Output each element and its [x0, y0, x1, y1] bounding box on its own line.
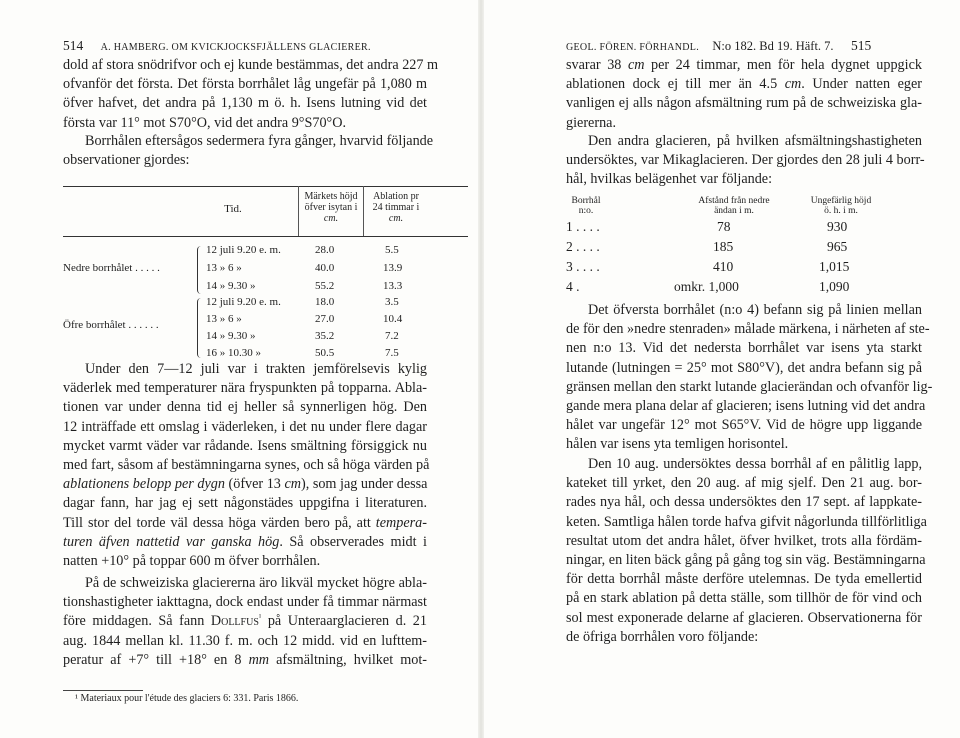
- text-span: ), som jag under dessa: [301, 476, 428, 493]
- observations-table: [63, 186, 468, 358]
- text-span: hålen var isens yta temligen horisontel.: [566, 436, 789, 453]
- table-cell-hojd: 930: [827, 219, 848, 234]
- table-cell-no: 2 . . . .: [566, 239, 600, 254]
- table-cell-no: 4 .: [566, 279, 580, 294]
- table-cell-ablation: 10.4: [383, 313, 403, 325]
- text-span: ablationens belopp per dygn: [63, 476, 225, 493]
- text-line: [63, 514, 427, 533]
- table-cell-afstand: 185: [713, 239, 734, 254]
- table-cell-time: 12 juli 9.20 e. m.: [206, 244, 281, 256]
- table-cell-ablation: 5.5: [385, 244, 399, 256]
- text-line: [566, 589, 922, 608]
- text-line: [566, 455, 922, 474]
- header-line: ö. h. i m.: [824, 206, 858, 216]
- text-line: första var 11° mot S70°O, vid det andra 9°S70°O.: [63, 114, 347, 131]
- text-span: svarar 38: [566, 57, 628, 73]
- text-line: observationer gjordes:: [63, 152, 190, 169]
- text-span: natten +10° på toppar 600 m öfver borrhålen.: [63, 553, 321, 570]
- table-cell-time: 16 » 10.30 »: [206, 347, 261, 359]
- header-height-unit: cm.: [323, 213, 339, 224]
- header-ablation-line: 24 timmar i: [372, 202, 420, 213]
- text-span: På de schweiziska glaciererna äro likväl mycket högre abla-: [85, 575, 427, 591]
- text-span: tionen var under denna tid ej heller så synnerligen hög. Den: [63, 399, 427, 416]
- text-line: [63, 651, 427, 670]
- text-span: giererna.: [566, 114, 617, 131]
- text-span: Den 10 aug. undersöktes dessa borrhål af en pålitlig lapp,: [588, 456, 922, 472]
- header-time: Tid.: [224, 203, 242, 215]
- text-line: [566, 359, 922, 378]
- text-line: [566, 570, 922, 589]
- footnote-marker: ¹: [258, 612, 262, 622]
- table-cell-time: 14 » 9.30 »: [206, 330, 256, 342]
- text-span: turen äfven nattetid var ganska hög: [63, 533, 280, 550]
- text-line: öfver hafvet, det andra på 1,130 m ö. h. Isens lutning vid det: [63, 95, 427, 112]
- table-cell-ablation: 3.5: [385, 296, 399, 308]
- group-brace: [197, 298, 203, 358]
- right-paragraph-1: [566, 56, 922, 133]
- table-cell-afstand: 78: [717, 219, 731, 234]
- text-span: nen n:o 13. Vid det nedersta borrhålet var isens yta starkt: [566, 340, 922, 357]
- text-span: dagar fann, har jag ej sett någonstädes uppgifna i literaturen.: [63, 495, 427, 512]
- header-line: Afstånd från nedre: [698, 196, 770, 206]
- text-line: [63, 574, 427, 593]
- text-line: [63, 437, 427, 456]
- text-span: . Under natten eger: [801, 76, 922, 93]
- header-line: Borrhål: [571, 196, 601, 206]
- text-span: lutande (lutningen = 25° mot S80°V), det andra befann sig på: [566, 359, 922, 376]
- header-height-line: öfver isytan i: [304, 202, 358, 213]
- header-line: Ungefärlig höjd: [810, 196, 872, 206]
- text-line: [63, 494, 427, 513]
- left-paragraph-4: [63, 574, 427, 670]
- text-line: [63, 632, 427, 651]
- text-line: [566, 551, 926, 570]
- text-line: [63, 398, 427, 417]
- header-ablation-line: Ablation pr: [373, 191, 419, 202]
- table-header-rule: [63, 236, 468, 237]
- text-line: [566, 378, 933, 397]
- table-cell-hojd: 965: [827, 239, 848, 254]
- text-span: peratur af +7° till +18° en 8: [63, 651, 249, 668]
- text-span: med fart, såsom af bestämningarna synes, och så höga värden på: [63, 457, 430, 474]
- table-cell-afstand: 410: [713, 259, 734, 274]
- left-paragraph-3: [63, 360, 430, 571]
- right-paragraph-4: [566, 455, 927, 647]
- table-cell-height: 28.0: [315, 244, 335, 256]
- table-cell-time: 13 » 6 »: [206, 313, 242, 325]
- text-span: de för den »nedre stenraden» målade märkena, i närheten af ste-: [566, 321, 930, 338]
- text-line: [566, 320, 930, 339]
- right-page: [484, 0, 960, 738]
- text-span: gande mera plana delar af glacieren; isens lutning vid det andra: [566, 398, 926, 415]
- text-span: rades nya hål, och dessa undersöktes den 17 sept. af lappkate-: [566, 494, 922, 511]
- table-cell-afstand: omkr. 1,000: [674, 279, 739, 294]
- text-line: ofvanför det första. Det första borrhålet låg ungefär på 1,080 m: [63, 76, 427, 93]
- table-cell-hojd: 1,090: [819, 279, 850, 294]
- text-span: (öfver 13: [224, 476, 285, 493]
- right-issue: N:o 182. Bd 19. Häft. 7.: [712, 39, 834, 53]
- text-line: [566, 609, 922, 628]
- text-span: afsmältning, hvilket mot-: [269, 651, 427, 668]
- borehole-table: [566, 196, 922, 296]
- text-span: hål, hvilkas belägenhet var följande:: [566, 171, 773, 188]
- text-span: per 24 timmar, men för hela dygnet uppgick: [644, 57, 922, 73]
- text-span: keten. Samtliga hålen torde hafva gifvit någorlunda tillförlitliga: [566, 513, 927, 530]
- table-cell-time: 14 » 9.30 »: [206, 280, 256, 292]
- table-cell-no: 3 . . . .: [566, 259, 600, 274]
- text-line: [63, 475, 427, 494]
- left-page-number: 514: [63, 38, 84, 53]
- text-line: [566, 435, 922, 454]
- text-line: [566, 56, 922, 75]
- left-running-title: A. HAMBERG. OM KVICKJOCKSFJÄLLENS GLACIERER.: [100, 42, 371, 53]
- table-cell-time: 13 » 6 »: [206, 262, 242, 274]
- header-borrhal: [566, 196, 606, 216]
- text-line: [566, 94, 922, 113]
- table-top-rule: [63, 186, 468, 187]
- text-line: [63, 360, 427, 379]
- text-line: [566, 513, 927, 532]
- header-ablation-unit: cm.: [388, 213, 404, 224]
- text-line: [566, 170, 922, 189]
- text-line: dold af stora snödrifvor och ej kunde bestämmas, det andra 227 m: [63, 57, 439, 73]
- text-line: [63, 456, 430, 475]
- header-afstand: [684, 196, 784, 216]
- text-span: Till stor del torde väl dessa höga värden bero på, att: [63, 514, 376, 531]
- right-page-number: 515: [850, 38, 872, 53]
- text-span: tempera-: [375, 514, 427, 531]
- text-line: Borrhålen eftersågos sedermera fyra gånger, hvarvid följande: [85, 133, 434, 149]
- header-line: n:o.: [578, 206, 594, 216]
- table-cell-height: 40.0: [315, 262, 335, 274]
- text-span: sol mest exponerade delarne af glacieren. Observationerna för: [566, 609, 922, 626]
- header-hojd: [796, 196, 886, 216]
- table-cell-height: 35.2: [315, 330, 335, 342]
- footnote-rule: [63, 690, 143, 691]
- text-span: 12 inträffade ett omslag i väderleken, i det nu under flere dagar: [63, 418, 427, 435]
- text-span: på en stark ablation på detta ställe, som tillhör de för vind och: [566, 590, 922, 607]
- left-page: [0, 0, 478, 738]
- text-line: [63, 379, 427, 398]
- table-cell-ablation: 7.2: [385, 330, 399, 342]
- text-span: kateket till yrket, den 20 aug. af mig sjelf. Den 21 aug. bor-: [566, 475, 922, 492]
- text-span: cm: [284, 476, 301, 493]
- table-cell-ablation: 7.5: [385, 347, 399, 359]
- text-line: [566, 301, 922, 320]
- text-span: Under den 7—12 juli var i trakten jemförelsevis kylig: [85, 361, 427, 377]
- text-line: [63, 552, 427, 571]
- text-span: mm: [248, 651, 270, 668]
- text-span: Dollfus: [210, 613, 259, 630]
- text-span: på Unteraarglacieren d. 21: [261, 613, 427, 630]
- text-span: för detta borrhål måste derföre utelemnas. De tyda emellertid: [566, 571, 922, 588]
- text-line: [566, 397, 926, 416]
- text-span: vanligen ej alls någon afsmältning rum på de schweiziska gla-: [566, 95, 922, 112]
- text-span: gränsen mellan den starkt lutande glacierändan och ofvanför lig-: [566, 378, 933, 395]
- text-line: [566, 628, 922, 647]
- text-span: ningar, en liten bäck gång på gång tog sin väg. Bestämningarna: [566, 552, 926, 569]
- text-line: [566, 114, 922, 133]
- table-cell-time: 12 juli 9.20 e. m.: [206, 296, 281, 308]
- group-label-ofre: Öfre borrhålet . . . . . .: [63, 319, 159, 331]
- header-height-line: Märkets höjd: [304, 191, 358, 202]
- text-span: . Så observerades midt i: [279, 533, 427, 550]
- text-line: [63, 593, 427, 612]
- text-span: mycket varmt väder var rådande. Isens smältning försiggick nu: [63, 437, 427, 454]
- table-cell-height: 27.0: [315, 313, 335, 325]
- table-cell-height: 18.0: [315, 296, 335, 308]
- text-line: [566, 151, 925, 170]
- text-span: Den andra glacieren, på hvilken afsmältningshastigheten: [588, 133, 922, 149]
- table-cell-ablation: 13.9: [383, 262, 403, 274]
- left-paragraph-1: [63, 56, 439, 133]
- text-line: [63, 533, 427, 552]
- text-line: [63, 612, 427, 631]
- text-span: hålet var ungefär 12° mot S65°V. Vid de högre upp liggande: [566, 417, 922, 434]
- group-label-nedre: Nedre borrhålet . . . . .: [63, 262, 160, 274]
- text-span: tionshastigheter iakttagna, dock endast under få timmar närmast: [63, 594, 427, 611]
- text-line: [566, 493, 922, 512]
- right-journal-title: GEOL. FÖREN. FÖRHANDL.: [566, 42, 699, 53]
- table-cell-hojd: 1,015: [819, 259, 850, 274]
- text-line: [566, 132, 922, 151]
- text-span: aug. 1844 mellan kl. 11.30 f. m. och 12 midd. vid en lufttem-: [63, 632, 427, 649]
- header-ablation: [364, 191, 428, 224]
- text-line: [566, 474, 922, 493]
- right-paragraph-2: [566, 132, 925, 190]
- left-header: [63, 38, 371, 54]
- text-line: [566, 532, 922, 551]
- group-brace: [197, 246, 203, 294]
- right-header: [566, 38, 871, 54]
- text-line: [566, 75, 922, 94]
- header-height: [299, 191, 363, 224]
- text-span: undersöktes, var Mikaglacieren. Der gjordes den 28 juli 4 borr-: [566, 152, 925, 169]
- left-paragraph-2: [63, 132, 434, 170]
- table-cell-height: 55.2: [315, 280, 335, 292]
- text-line: [63, 418, 427, 437]
- text-span: de öfriga borrhålen voro följande:: [566, 628, 759, 645]
- text-line: [566, 339, 922, 358]
- text-span: ablationen dock ej till mer än 4.5: [566, 76, 785, 93]
- text-span: före middagen. Så fann: [63, 613, 211, 630]
- header-line: ändan i m.: [714, 206, 754, 216]
- left-footnote: ¹ Materiaux pour l'étude des glaciers 6: 331. Paris 1866.: [75, 693, 299, 704]
- text-span: väderlek med temperaturer nära fryspunkten på topparna. Abla-: [63, 380, 427, 397]
- right-paragraph-3: [566, 301, 933, 455]
- text-span: resultat utom det andra hålet, öfver hvilket, trots alla fördäm-: [566, 532, 922, 549]
- text-span: cm: [627, 57, 645, 73]
- table-cell-no: 1 . . . .: [566, 219, 600, 234]
- text-span: Det öfversta borrhålet (n:o 4) befann sig på linien mellan: [588, 302, 922, 318]
- table-cell-height: 50.5: [315, 347, 335, 359]
- table-cell-ablation: 13.3: [383, 280, 403, 292]
- text-span: cm: [784, 76, 802, 93]
- text-line: [566, 416, 922, 435]
